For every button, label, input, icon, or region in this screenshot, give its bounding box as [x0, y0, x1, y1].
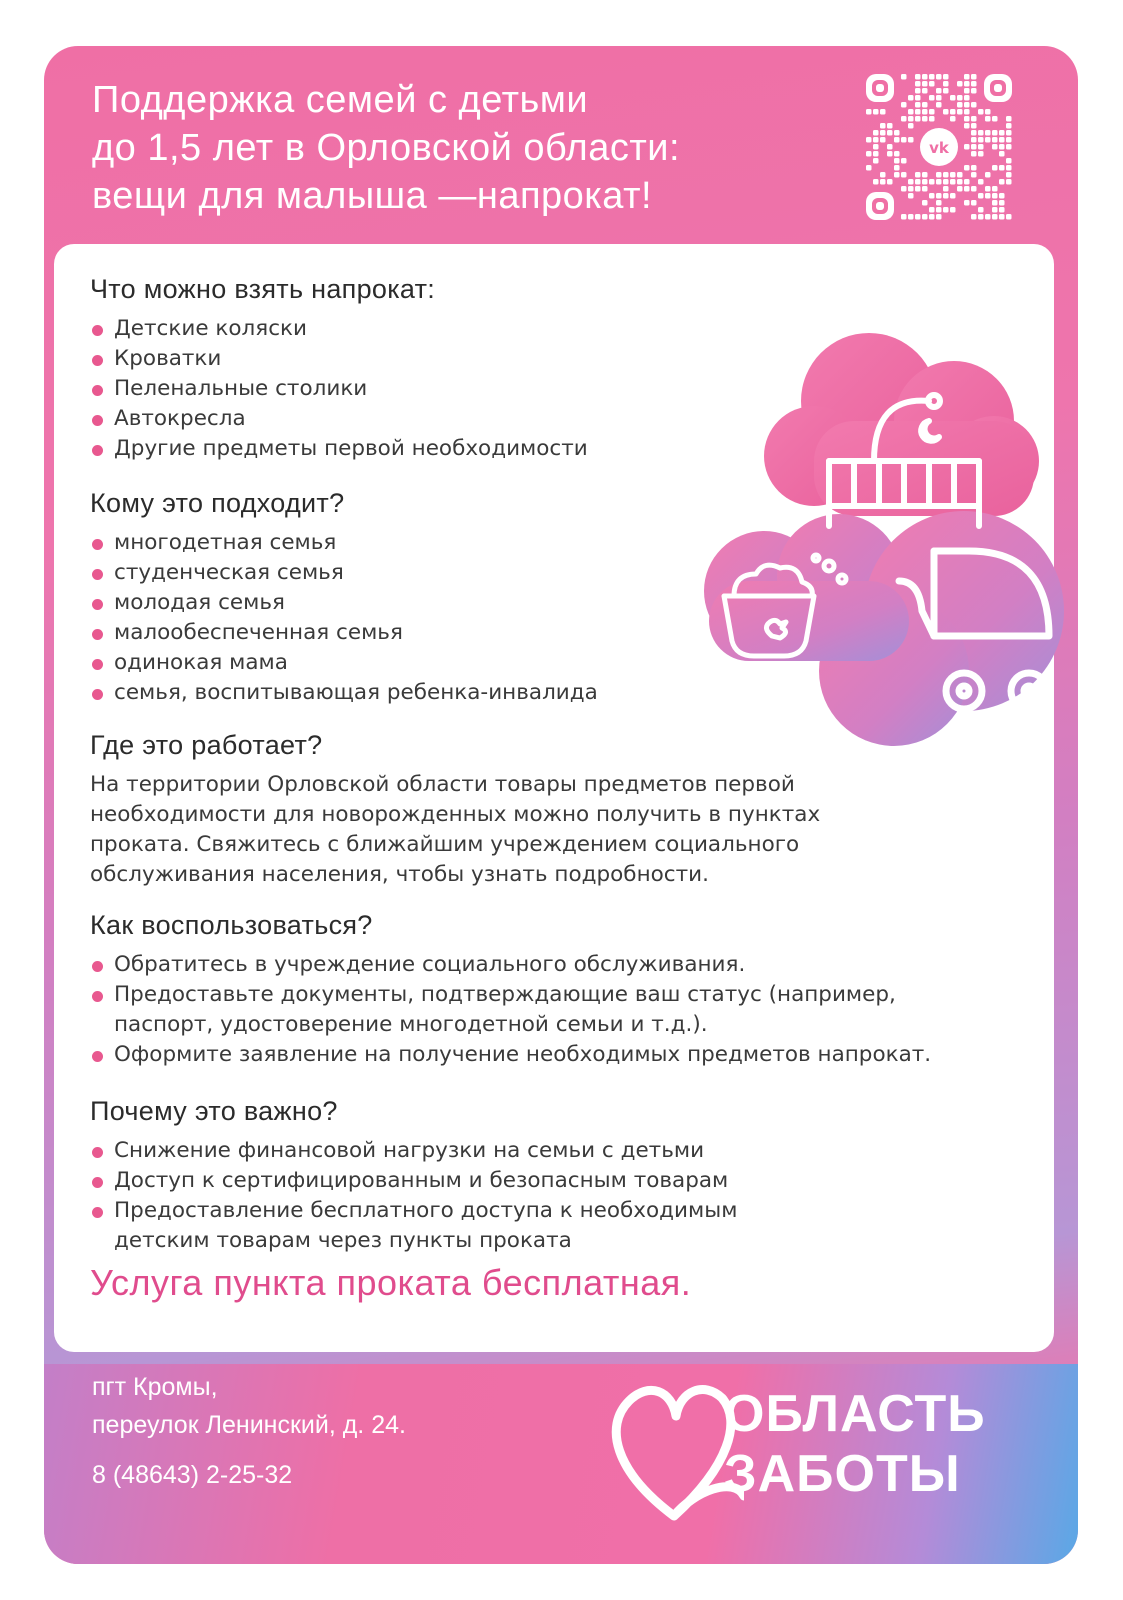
qr-module: [971, 165, 977, 171]
qr-module: [992, 144, 998, 150]
qr-module: [929, 207, 935, 213]
qr-module: [873, 179, 879, 185]
qr-module: [929, 193, 935, 199]
stroller-cloud: [704, 511, 1064, 746]
qr-module: [887, 130, 893, 136]
section-how: [90, 908, 931, 1070]
qr-module: [887, 179, 893, 185]
qr-module: [908, 186, 914, 192]
qr-module: [950, 193, 956, 199]
list-item: Кроватки: [90, 344, 588, 374]
how-steps-list: [90, 950, 931, 1070]
qr-module: [1006, 214, 1012, 220]
free-service-note: Услуга пункта проката бесплатная.: [90, 1262, 692, 1303]
qr-module: [908, 193, 914, 199]
qr-module: [971, 116, 977, 122]
qr-module: [894, 137, 900, 143]
qr-module: [943, 193, 949, 199]
qr-module: [978, 179, 984, 185]
qr-module: [957, 179, 963, 185]
qr-module: [929, 81, 935, 87]
qr-module: [950, 207, 956, 213]
qr-module: [929, 109, 935, 115]
qr-module: [922, 102, 928, 108]
address-line: пгт Кромы,: [92, 1373, 218, 1401]
qr-module: [978, 137, 984, 143]
list-item: малообеспеченная семья: [90, 618, 598, 648]
qr-module: [873, 144, 879, 150]
qr-module: [943, 172, 949, 178]
qr-module: [922, 186, 928, 192]
qr-module: [929, 179, 935, 185]
qr-module: [999, 130, 1005, 136]
qr-module: [943, 81, 949, 87]
qr-module: [999, 207, 1005, 213]
qr-module: [929, 214, 935, 220]
rental-items-list: [90, 314, 588, 464]
qr-module: [936, 179, 942, 185]
qr-module: [901, 102, 907, 108]
qr-module: [908, 179, 914, 185]
qr-module: [929, 95, 935, 101]
qr-module: [922, 88, 928, 94]
qr-module: [880, 179, 886, 185]
qr-module: [957, 172, 963, 178]
list-item: Оформите заявление на получение необходимых предметов напрокат.: [90, 1040, 931, 1070]
qr-module: [1006, 130, 1012, 136]
qr-module: [971, 151, 977, 157]
list-item: Предоставление бесплатного доступа к необходимым: [90, 1196, 737, 1226]
qr-module: [978, 214, 984, 220]
qr-module: [971, 144, 977, 150]
qr-module: [908, 214, 914, 220]
qr-module: [999, 151, 1005, 157]
qr-code[interactable]: [864, 72, 1014, 222]
qr-module: [1006, 172, 1012, 178]
qr-module: [943, 74, 949, 80]
qr-module: [992, 137, 998, 143]
qr-module: [901, 186, 907, 192]
list-item-continued: детским товарам через пункты проката: [114, 1228, 572, 1253]
phone-number[interactable]: 8 (48643) 2-25-32: [92, 1461, 293, 1489]
qr-module: [985, 109, 991, 115]
qr-module: [873, 158, 879, 164]
qr-module: [887, 151, 893, 157]
qr-module: [1006, 158, 1012, 164]
list-item: Снижение финансовой нагрузки на семьи с детьми: [90, 1136, 737, 1166]
qr-module: [880, 137, 886, 143]
qr-module: [901, 137, 907, 143]
qr-module: [922, 109, 928, 115]
qr-module: [936, 193, 942, 199]
qr-module: [1006, 123, 1012, 129]
qr-module: [922, 179, 928, 185]
qr-module: [894, 151, 900, 157]
qr-module: [978, 193, 984, 199]
section-heading: Почему это важно?: [90, 1096, 338, 1126]
list-item: Детские коляски: [90, 314, 588, 344]
qr-module: [985, 193, 991, 199]
qr-module: [901, 214, 907, 220]
qr-module: [964, 109, 970, 115]
qr-module: [901, 116, 907, 122]
qr-module: [964, 81, 970, 87]
qr-module: [894, 172, 900, 178]
qr-module: [971, 172, 977, 178]
qr-module: [894, 165, 900, 171]
qr-module: [908, 109, 914, 115]
qr-module: [992, 200, 998, 206]
qr-module: [992, 165, 998, 171]
qr-module: [887, 123, 893, 129]
qr-module: [873, 130, 879, 136]
qr-module: [999, 179, 1005, 185]
qr-module: [950, 172, 956, 178]
qr-module: [873, 109, 879, 115]
qr-module: [929, 74, 935, 80]
qr-module: [978, 151, 984, 157]
qr-module: [908, 123, 914, 129]
qr-module: [873, 137, 879, 143]
qr-module: [943, 186, 949, 192]
list-item: Обратитесь в учреждение социального обслуживания.: [90, 950, 931, 980]
qr-module: [964, 186, 970, 192]
qr-module: [999, 214, 1005, 220]
qr-module: [1006, 116, 1012, 122]
qr-module: [915, 95, 921, 101]
qr-module: [950, 179, 956, 185]
qr-module: [978, 109, 984, 115]
qr-module: [915, 88, 921, 94]
qr-module: [964, 74, 970, 80]
qr-module: [908, 95, 914, 101]
qr-module: [943, 207, 949, 213]
qr-module: [943, 109, 949, 115]
qr-module: [915, 81, 921, 87]
qr-module: [985, 214, 991, 220]
qr-module: [1006, 137, 1012, 143]
qr-module: [915, 102, 921, 108]
list-item: многодетная семья: [90, 528, 598, 558]
qr-module: [992, 186, 998, 192]
qr-module: [964, 144, 970, 150]
svg-text:vk: vk: [929, 139, 949, 157]
qr-module: [985, 116, 991, 122]
qr-module: [1006, 179, 1012, 185]
qr-module: [894, 158, 900, 164]
qr-module: [950, 116, 956, 122]
qr-module: [922, 200, 928, 206]
text-line: На территории Орловской области товары предметов первой: [90, 772, 795, 797]
qr-module: [915, 109, 921, 115]
qr-module: [1006, 165, 1012, 171]
qr-module: [936, 102, 942, 108]
qr-module: [901, 74, 907, 80]
qr-module: [964, 95, 970, 101]
qr-module: [964, 116, 970, 122]
section-why: [90, 1094, 737, 1256]
list-item: молодая семья: [90, 588, 598, 618]
qr-module: [971, 137, 977, 143]
qr-module: [922, 214, 928, 220]
qr-module: [971, 74, 977, 80]
qr-module: [971, 88, 977, 94]
qr-module: [922, 81, 928, 87]
qr-module: [936, 207, 942, 213]
qr-module: [943, 179, 949, 185]
qr-module: [964, 200, 970, 206]
list-item: одинокая мама: [90, 648, 598, 678]
qr-module: [992, 214, 998, 220]
qr-module: [957, 95, 963, 101]
qr-module: [999, 200, 1005, 206]
qr-module: [978, 130, 984, 136]
qr-module: [992, 130, 998, 136]
qr-module: [922, 116, 928, 122]
list-item-continued: паспорт, удостоверение многодетной семьи и т.д.).: [114, 1012, 708, 1037]
qr-module: [992, 193, 998, 199]
qr-module: [985, 172, 991, 178]
list-item: Доступ к сертифицированным и безопасным товарам: [90, 1166, 737, 1196]
qr-module: [929, 116, 935, 122]
qr-module: [943, 88, 949, 94]
qr-module: [936, 172, 942, 178]
text-line: необходимости для новорожденных можно получить в пунктах: [90, 802, 821, 827]
qr-module: [957, 186, 963, 192]
heart-icon: [604, 1366, 744, 1526]
qr-module: [866, 137, 872, 143]
text-line: проката. Свяжитесь с ближайшим учреждением социального: [90, 832, 800, 857]
qr-module: [964, 102, 970, 108]
qr-module: [957, 102, 963, 108]
logo: [604, 1366, 1034, 1526]
qr-module: [971, 186, 977, 192]
qr-module: [971, 130, 977, 136]
qr-module: [971, 102, 977, 108]
qr-module: [936, 214, 942, 220]
title-line: до 1,5 лет в Орловской области:: [92, 127, 681, 169]
qr-module: [971, 200, 977, 206]
address-line: переулок Ленинский, д. 24.: [92, 1411, 406, 1439]
list-item: Другие предметы первой необходимости: [90, 434, 588, 464]
qr-module: [971, 81, 977, 87]
where-text: [90, 770, 820, 890]
qr-module: [915, 179, 921, 185]
contact-info: [92, 1368, 406, 1494]
list-item: студенческая семья: [90, 558, 598, 588]
baby-items-illustration: [664, 311, 1078, 761]
eligible-families-list: [90, 528, 598, 708]
section-heading: Как воспользоваться?: [90, 910, 373, 940]
section-heading: Кому это подходит?: [90, 488, 345, 518]
qr-module: [908, 137, 914, 143]
section-who: [90, 486, 598, 708]
qr-module: [936, 74, 942, 80]
qr-module: [971, 123, 977, 129]
qr-module: [880, 172, 886, 178]
qr-module: [901, 158, 907, 164]
qr-module: [866, 165, 872, 171]
qr-module: [985, 137, 991, 143]
qr-module: [936, 95, 942, 101]
qr-module: [866, 151, 872, 157]
qr-module: [992, 207, 998, 213]
qr-module: [964, 88, 970, 94]
qr-module: [964, 179, 970, 185]
qr-module: [978, 207, 984, 213]
qr-module: [915, 172, 921, 178]
qr-module: [999, 144, 1005, 150]
qr-module: [915, 214, 921, 220]
qr-module: [936, 88, 942, 94]
qr-module: [915, 116, 921, 122]
poster: [44, 46, 1078, 1564]
qr-module: [880, 130, 886, 136]
qr-module: [866, 109, 872, 115]
qr-module: [999, 137, 1005, 143]
qr-module: [971, 214, 977, 220]
qr-module: [880, 109, 886, 115]
list-item: семья, воспитывающая ребенка-инвалида: [90, 678, 598, 708]
logo-line: ЗАБОТЫ: [724, 1445, 961, 1503]
qr-module: [985, 130, 991, 136]
list-item: Предоставьте документы, подтверждающие ваш статус (например,: [90, 980, 931, 1010]
qr-module: [873, 151, 879, 157]
text-line: обслуживания населения, чтобы узнать подробности.: [90, 862, 709, 887]
list-item: Пеленальные столики: [90, 374, 588, 404]
why-list: [90, 1136, 737, 1256]
list-item: Автокресла: [90, 404, 588, 434]
title-line: вещи для малыша —напрокат!: [92, 175, 653, 217]
qr-module: [999, 165, 1005, 171]
qr-module: [915, 186, 921, 192]
qr-module: [957, 81, 963, 87]
qr-module: [887, 144, 893, 150]
logo-line: ОБЛАСТЬ: [724, 1385, 986, 1443]
section-what: [90, 272, 588, 464]
qr-module: [908, 116, 914, 122]
qr-module: [999, 193, 1005, 199]
qr-module: [950, 95, 956, 101]
qr-module: [950, 109, 956, 115]
qr-module: [901, 172, 907, 178]
qr-module: [936, 200, 942, 206]
qr-module: [880, 123, 886, 129]
qr-module: [922, 172, 928, 178]
page-title: [92, 76, 852, 220]
qr-module: [922, 74, 928, 80]
title-line: Поддержка семей с детьми: [92, 79, 589, 121]
qr-module: [964, 165, 970, 171]
qr-module: [915, 74, 921, 80]
qr-module: [985, 186, 991, 192]
qr-module: [978, 144, 984, 150]
section-heading: Что можно взять напрокат:: [90, 274, 436, 304]
qr-module: [1006, 144, 1012, 150]
qr-module: [894, 130, 900, 136]
qr-module: [992, 116, 998, 122]
section-heading: Где это работает?: [90, 730, 323, 760]
qr-module: [964, 123, 970, 129]
qr-module: [957, 109, 963, 115]
